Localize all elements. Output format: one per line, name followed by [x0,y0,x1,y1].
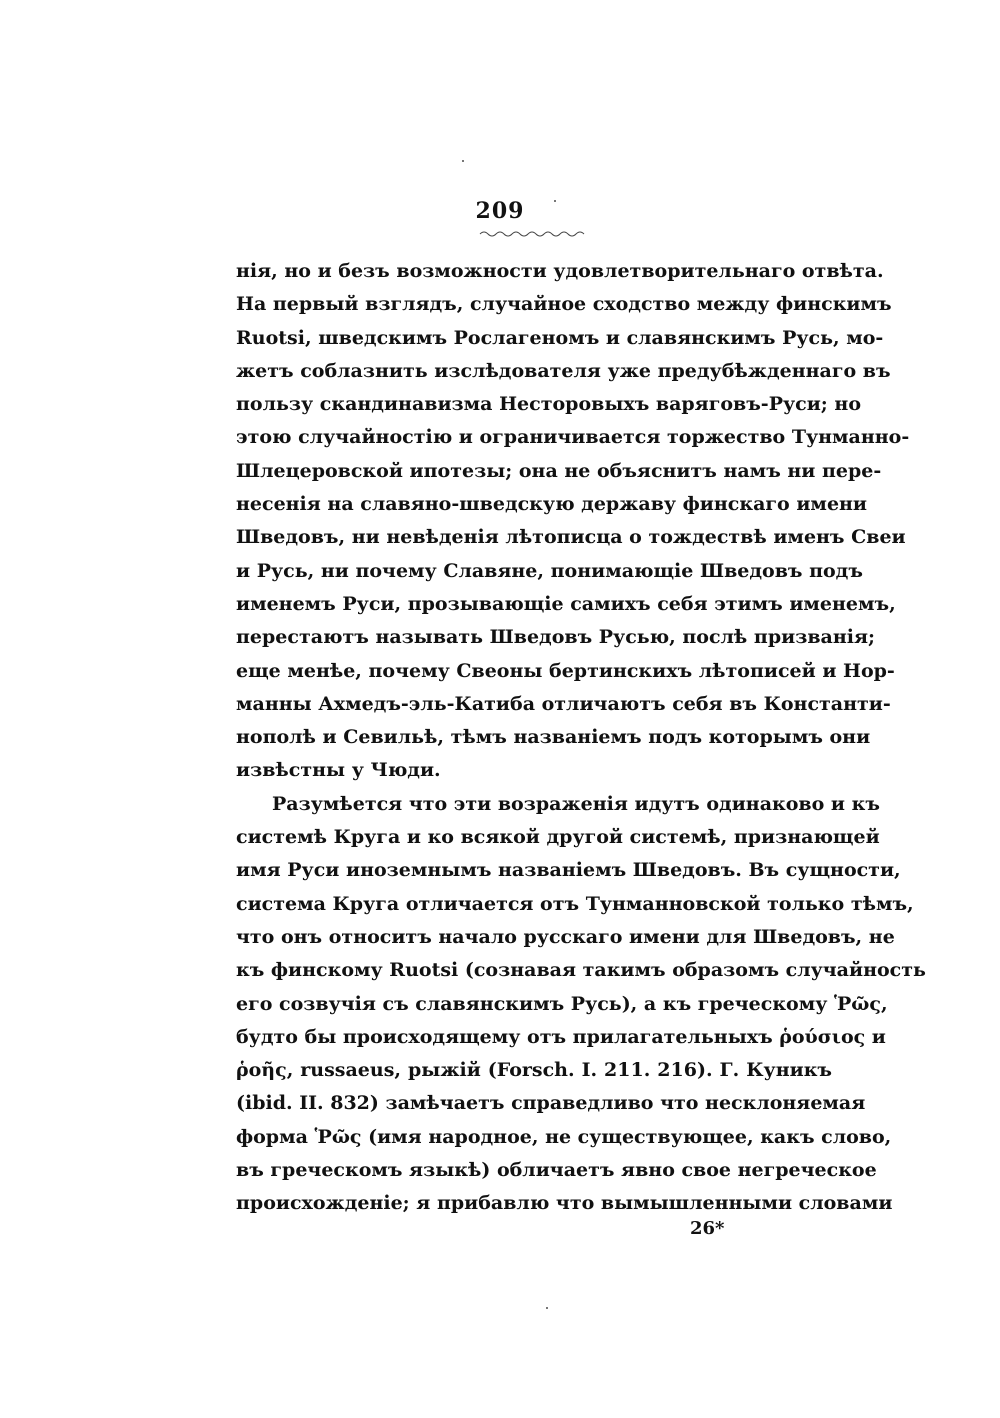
body-text [236,255,926,1221]
text-line: происхожденіе; я прибавлю что вымышленными словами [236,1192,893,1215]
text-line: Ruotsi, шведскимъ Рослагеномъ и славянскимъ Русь, мо- [236,326,884,349]
header-ornament [478,228,586,240]
text-line: именемъ Руси, прозывающіе самихъ себя этимъ именемъ, [236,592,896,615]
page-number: 209 [475,198,525,224]
text-line: къ финскому Ruotsi (сознавая такимъ образомъ случайность [236,959,926,982]
text-line: въ греческомъ языкѣ) обличаетъ явно свое негреческое [236,1159,877,1182]
text-line: еще менѣе, почему Свеоны бертинскихъ лѣтописей и Нор- [236,659,895,682]
text-line: манны Ахмедъ-эль-Катиба отличаютъ себя въ Константи- [236,692,891,715]
text-line: пользу скандинавизма Несторовыхъ варяговъ-Руси; но [236,393,862,416]
text-line: извѣстны у Чюди. [236,759,441,782]
text-line: форма Ῥῶς (имя народное, не существующее, какъ слово, [236,1125,892,1148]
text-line: На первый взглядъ, случайное сходство между финскимъ [236,293,892,316]
text-line: ῥοῆς, russaeus, рыжій (Forsch. I. 211. 216). Г. Куникъ [236,1059,832,1082]
text-line: системѣ Круга и ко всякой другой системѣ, признающей [236,826,880,849]
scan-speck [462,160,464,162]
text-line: Шлецеровской ипотезы; она не объяснитъ намъ ни пере- [236,459,882,482]
text-line: Шведовъ, ни невѣденія лѣтописца о тождествѣ именъ Свеи [236,526,906,549]
text-line: перестаютъ называть Шведовъ Русью, послѣ призванія; [236,626,876,649]
text-line: и Русь, ни почему Славяне, понимающіе Шведовъ подъ [236,559,863,582]
text-line: этою случайностію и ограничивается торжество Тунманно- [236,426,910,449]
text-line: имя Руси иноземнымъ названіемъ Шведовъ. Въ сущности, [236,859,901,882]
text-line: жетъ соблазнить изслѣдователя уже предубѣжденнаго въ [236,359,891,382]
text-line: система Круга отличается отъ Тунманновской только тѣмъ, [236,892,914,915]
scan-speck [546,1307,548,1309]
text-line: несенія на славяно-шведскую державу финскаго имени [236,493,868,516]
text-line: нополѣ и Севильѣ, тѣмъ названіемъ подъ которымъ они [236,726,871,749]
paragraph-start-line: Разумѣется что эти возраженія идутъ одинаково и къ [272,792,880,815]
text-line: (ibid. II. 832) замѣчаетъ справедливо что несклоняемая [236,1092,866,1115]
text-line: нія, но и безъ возможности удовлетворительнаго отвѣта. [236,260,884,282]
text-line: будто бы происходящему отъ прилагательныхъ ῥούσιος и [236,1025,886,1048]
text-line: что онъ относитъ начало русскаго имени для Шведовъ, не [236,925,895,948]
text-line: его созвучія съ славянскимъ Русь), а къ греческому Ῥῶς, [236,992,888,1015]
signature-mark: 26* [690,1218,725,1239]
